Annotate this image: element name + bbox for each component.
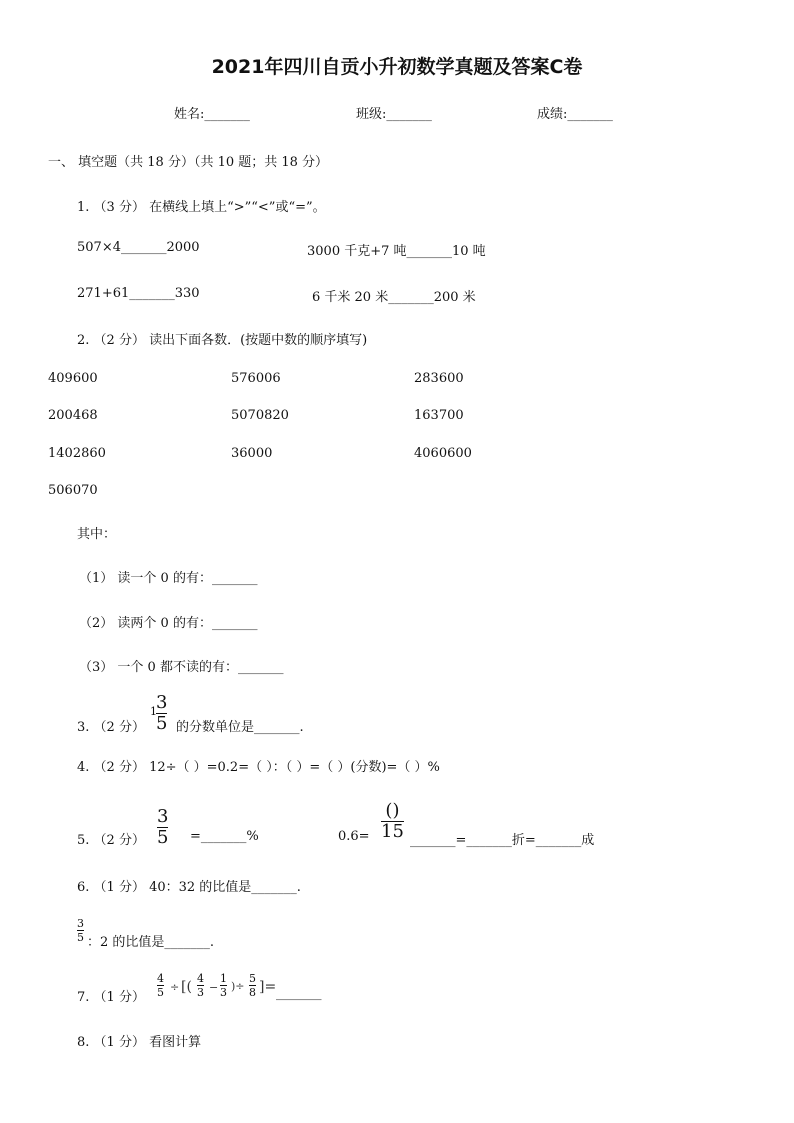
q7-answer-blank: _______ [276, 986, 322, 1001]
numerator: 1 [220, 972, 227, 985]
number-item: 576006 [231, 371, 281, 386]
among-label: 其中： [77, 527, 117, 542]
denominator: 5 [157, 827, 169, 848]
denominator: 3 [197, 986, 204, 999]
q1-item-a: 507×4_______2000 [77, 240, 200, 255]
q2-sub-1: （1） 读一个 0 的有：_______ [79, 571, 258, 586]
q1-item-d: 6 千米 20 米_______200 米 [312, 290, 476, 305]
question-3-label: 3. （2 分） [77, 720, 145, 735]
page-title: 2021年四川自贡小升初数学真题及答案C卷 [211, 56, 583, 78]
denominator: 5 [157, 986, 164, 999]
question-5-label: 5. （2 分） [77, 833, 145, 848]
question-2-label: 2. （2 分） 读出下面各数．(按题中数的顺序填写) [77, 333, 368, 348]
class-field: 班级:_______ [356, 107, 432, 122]
numerator: () [385, 800, 400, 821]
name-field: 姓名:_______ [174, 107, 250, 122]
number-item: 4060600 [414, 446, 472, 461]
q5-text-2: _______=_______折=_______成 [410, 833, 595, 848]
q6-fraction [77, 918, 84, 943]
denominator: 5 [77, 931, 84, 944]
q2-sub-2: （2） 读两个 0 的有：_______ [79, 616, 258, 631]
q5-text-1: =_______% [190, 829, 259, 844]
number-item: 506070 [48, 483, 98, 498]
number-item: 283600 [414, 371, 464, 386]
number-item: 1402860 [48, 446, 106, 461]
denominator: 5 [156, 713, 168, 734]
q1-item-b: 3000 千克+7 吨_______10 吨 [307, 244, 486, 259]
number-item: 5070820 [231, 408, 289, 423]
divide-sign: ÷ [170, 981, 180, 994]
question-1-label: 1. （3 分） 在横线上填上“>”“<”或“=”。 [77, 200, 326, 215]
denominator: 15 [381, 821, 404, 842]
right-paren-divide: )÷ [231, 980, 245, 993]
right-bracket: ]= [259, 979, 277, 995]
numerator: 4 [197, 972, 204, 985]
mixed-number-whole: 1 [150, 705, 157, 718]
question-7-label: 7. （1 分） [77, 990, 145, 1005]
q5-lead-2: 0.6= [338, 829, 370, 844]
score-field: 成绩:_______ [537, 107, 613, 122]
numerator: 4 [157, 972, 164, 985]
q5-fraction-2 [381, 802, 404, 841]
number-item: 200468 [48, 408, 98, 423]
q7-fraction-1 [157, 973, 164, 998]
section-heading: 一、 填空题（共 18 分）（共 10 题；共 18 分） [48, 155, 329, 170]
numerator: 3 [157, 806, 169, 827]
q6-text: ：2 的比值是_______. [87, 935, 215, 950]
number-item: 36000 [231, 446, 273, 461]
denominator: 3 [220, 986, 227, 999]
q7-fraction-3 [220, 973, 227, 998]
question-4-label: 4. （2 分） 12÷（ ）=0.2=（ ）：（ ）=（ ）(分数)=（ ）% [77, 760, 440, 775]
number-item: 163700 [414, 408, 464, 423]
q1-item-c: 271+61_______330 [77, 286, 200, 301]
numerator: 5 [249, 972, 256, 985]
q5-fraction [157, 808, 168, 847]
denominator: 8 [249, 986, 256, 999]
q7-fraction-2 [197, 973, 204, 998]
numerator: 3 [77, 917, 84, 930]
q3-fraction [156, 694, 167, 733]
question-8-label: 8. （1 分） 看图计算 [77, 1035, 202, 1050]
q2-sub-3: （3） 一个 0 都不读的有：_______ [79, 660, 284, 675]
numerator: 3 [156, 692, 168, 713]
number-item: 409600 [48, 371, 98, 386]
q7-fraction-4 [249, 973, 256, 998]
q3-text: 的分数单位是_______. [176, 720, 304, 735]
question-6-label: 6. （1 分） 40：32 的比值是_______. [77, 880, 301, 895]
left-bracket: [( [181, 979, 192, 995]
minus-sign: − [209, 981, 219, 994]
